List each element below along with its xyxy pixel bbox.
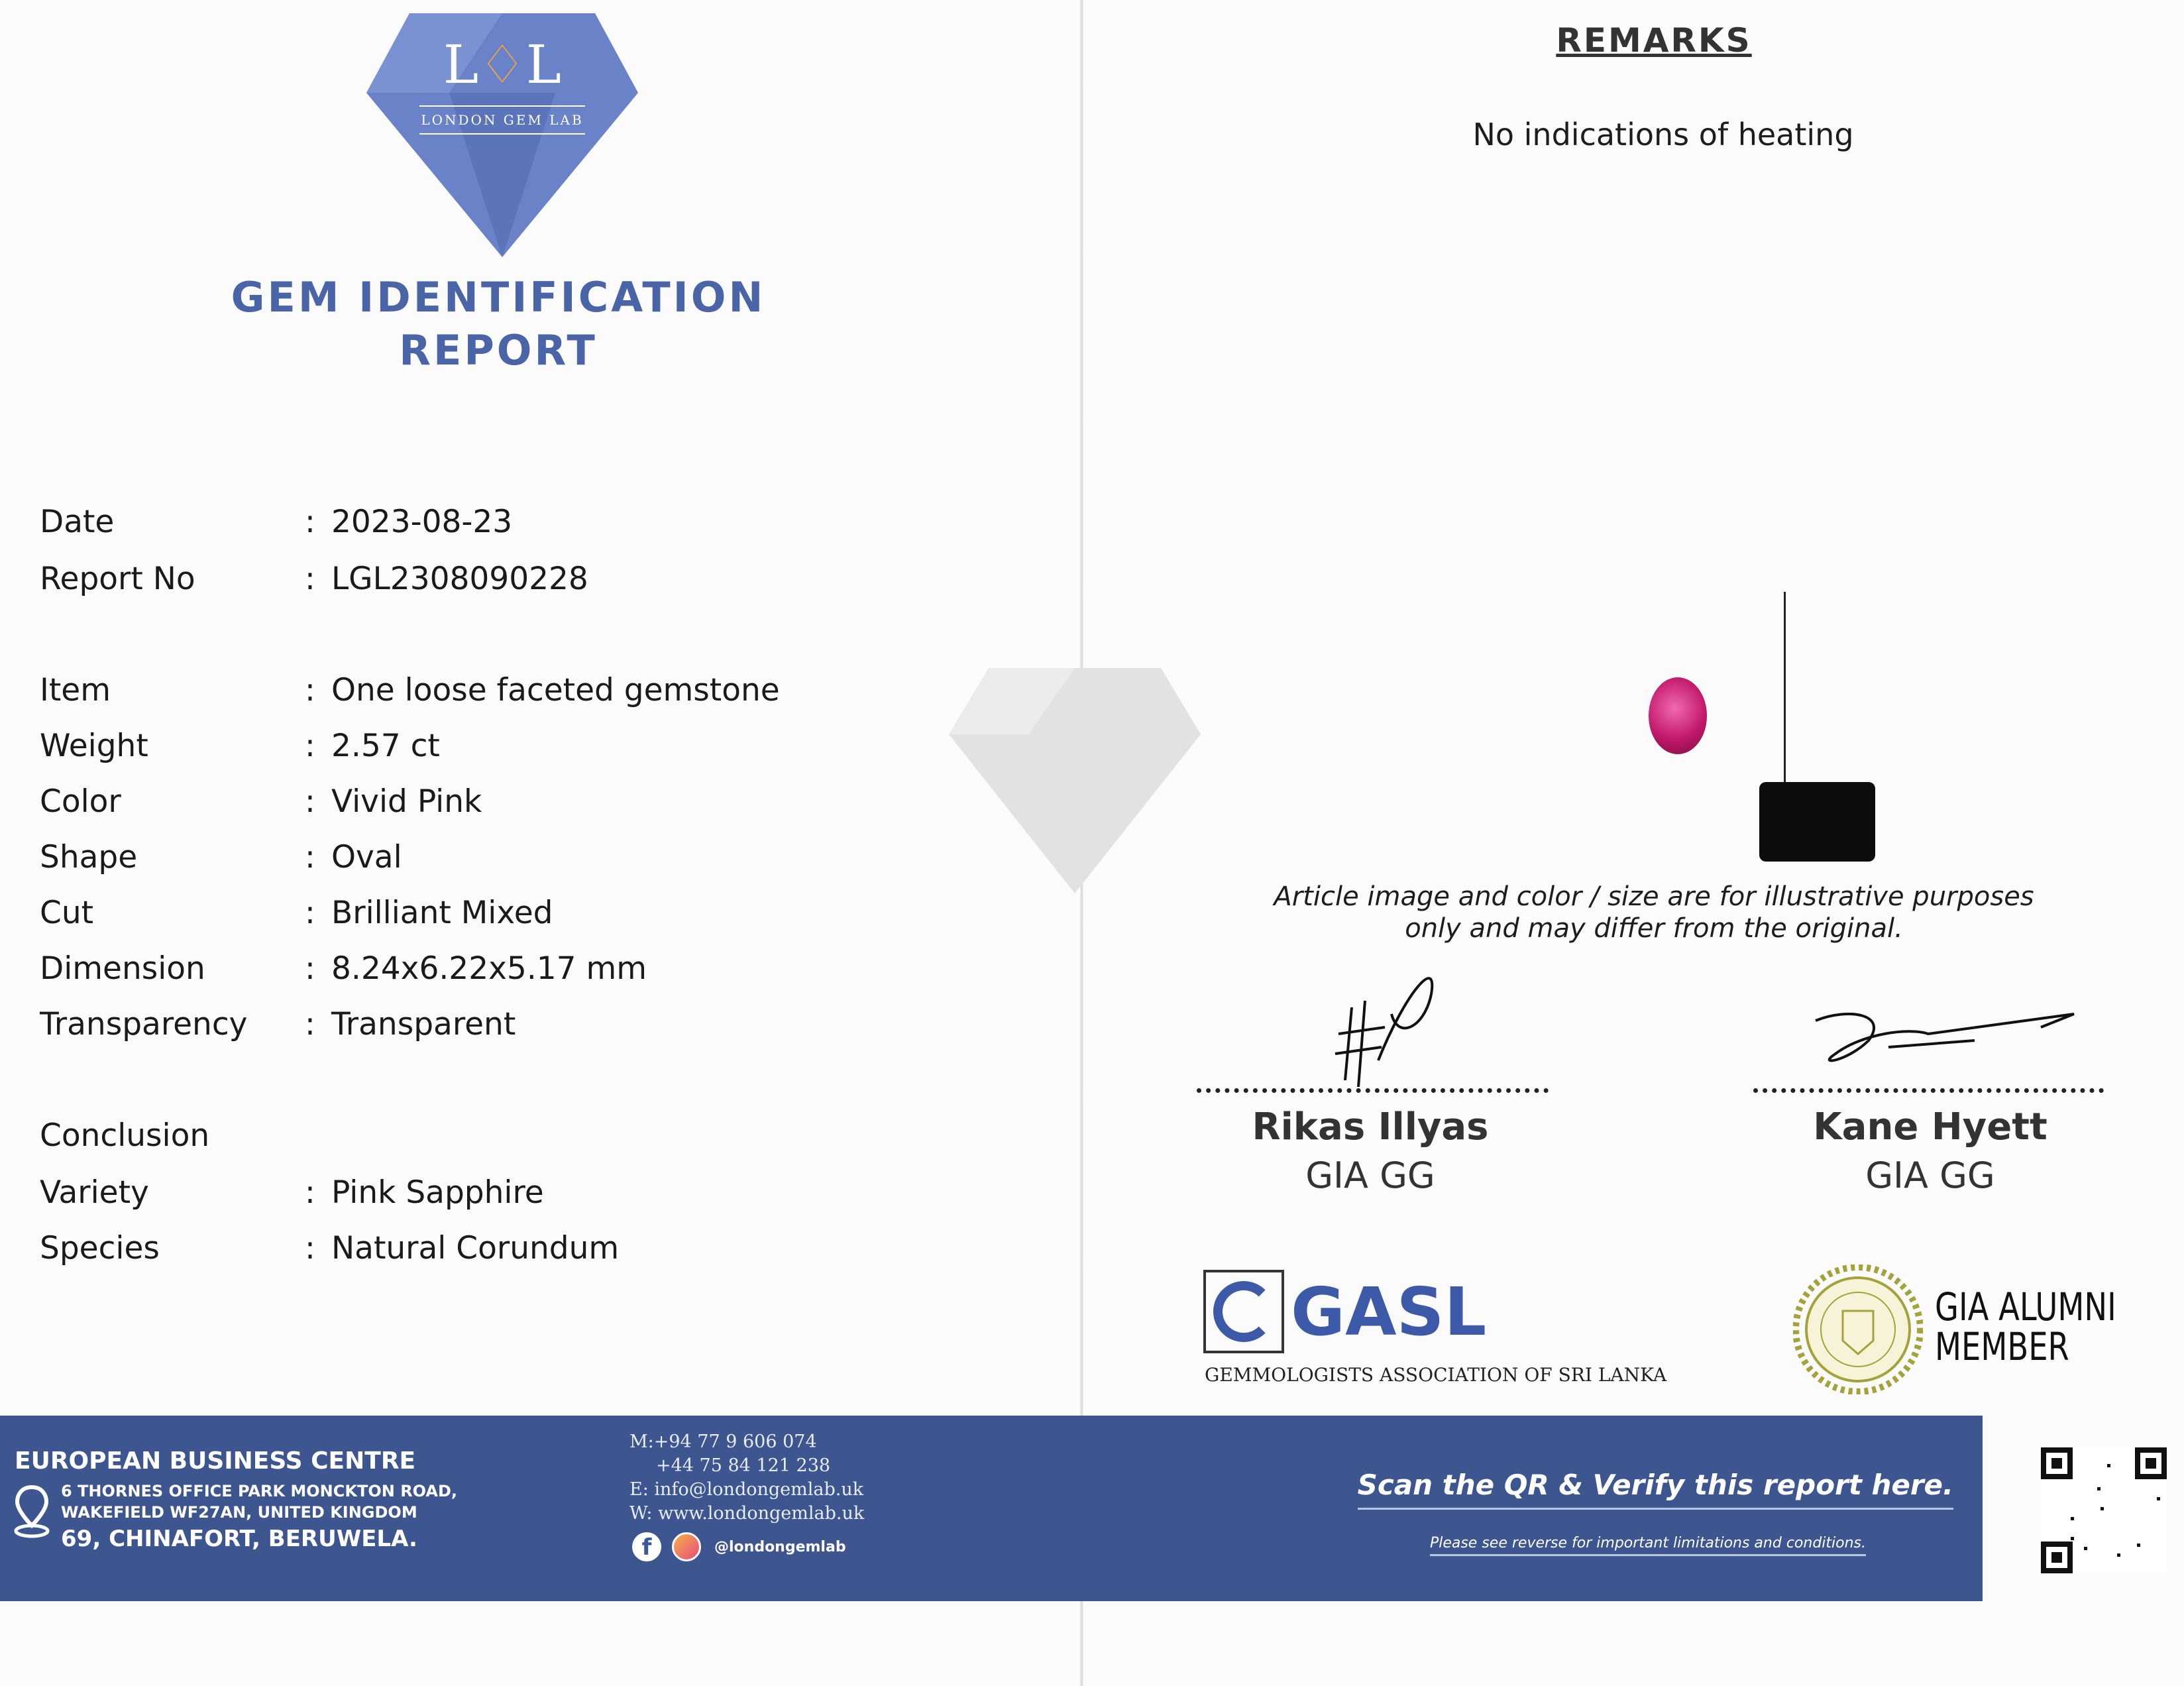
report-title-line2: REPORT	[399, 326, 598, 374]
gia-line2: MEMBER	[1935, 1324, 2069, 1369]
hologram-seal	[1759, 782, 1875, 862]
footer-email[interactable]: E: info@londongemlab.uk	[629, 1479, 864, 1500]
limitations-note: Please see reverse for important limitations and conditions.	[1430, 1535, 1866, 1556]
signatory-1-name: Rikas Illyas	[1252, 1105, 1489, 1149]
london-gem-lab-logo	[363, 13, 641, 258]
footer-address3: 69, CHINAFORT, BERUWELA.	[61, 1526, 417, 1552]
gasl-caption: GEMMOLOGISTS ASSOCIATION OF SRI LANKA	[1205, 1364, 1667, 1386]
gemstone-image	[1649, 677, 1707, 754]
gasl-emblem-icon	[1203, 1270, 1284, 1353]
logo-mark: L♢L	[443, 34, 561, 95]
image-caption-line1: Article image and color / size are for illustrative purposes	[1274, 881, 2034, 912]
location-pin-icon	[13, 1485, 50, 1539]
signature-line-1	[1197, 1088, 1549, 1093]
image-caption-line2: only and may differ from the original.	[1405, 913, 1903, 944]
signatory-2-credential: GIA GG	[1865, 1154, 1995, 1196]
footer-website[interactable]: W: www.londongemlab.uk	[629, 1503, 865, 1524]
verification-qr-code[interactable]	[2041, 1447, 2167, 1573]
gia-alumni-text	[1935, 1284, 2116, 1369]
gia-alumni-seal-icon	[1793, 1264, 1923, 1394]
signature-line-2	[1753, 1088, 2104, 1093]
scale-line	[1784, 592, 1786, 784]
signatory-2-name: Kane Hyett	[1813, 1105, 2048, 1149]
signature-kane	[1809, 994, 2087, 1080]
logo-name: LONDON GEM LAB	[421, 112, 584, 128]
signatory-1-credential: GIA GG	[1305, 1154, 1435, 1196]
report-title-line1: GEM IDENTIFICATION	[231, 273, 766, 321]
signature-rikas	[1325, 954, 1458, 1087]
remarks-text: No indications of heating	[1472, 117, 1854, 152]
footer-office: EUROPEAN BUSINESS CENTRE	[15, 1447, 416, 1475]
gasl-logo-text: GASL	[1291, 1273, 1487, 1351]
instagram-icon[interactable]	[672, 1532, 701, 1561]
footer-address1: 6 THORNES OFFICE PARK MONCKTON ROAD,	[61, 1482, 458, 1500]
watermark-diamond-icon	[949, 668, 1201, 893]
facebook-icon[interactable]: f	[632, 1532, 661, 1561]
footer-social-handle[interactable]: @londongemlab	[714, 1539, 846, 1555]
footer-band	[0, 1416, 1983, 1601]
remarks-heading: REMARKS	[1556, 21, 1752, 60]
scan-qr-text: Scan the QR & Verify this report here.	[1358, 1469, 1953, 1510]
gia-line1: GIA ALUMNI	[1935, 1284, 2116, 1329]
footer-address2: WAKEFIELD WF27AN, UNITED KINGDOM	[61, 1503, 417, 1522]
footer-phone2: +44 75 84 121 238	[656, 1455, 831, 1476]
footer-phone1: M:+94 77 9 606 074	[629, 1432, 817, 1452]
